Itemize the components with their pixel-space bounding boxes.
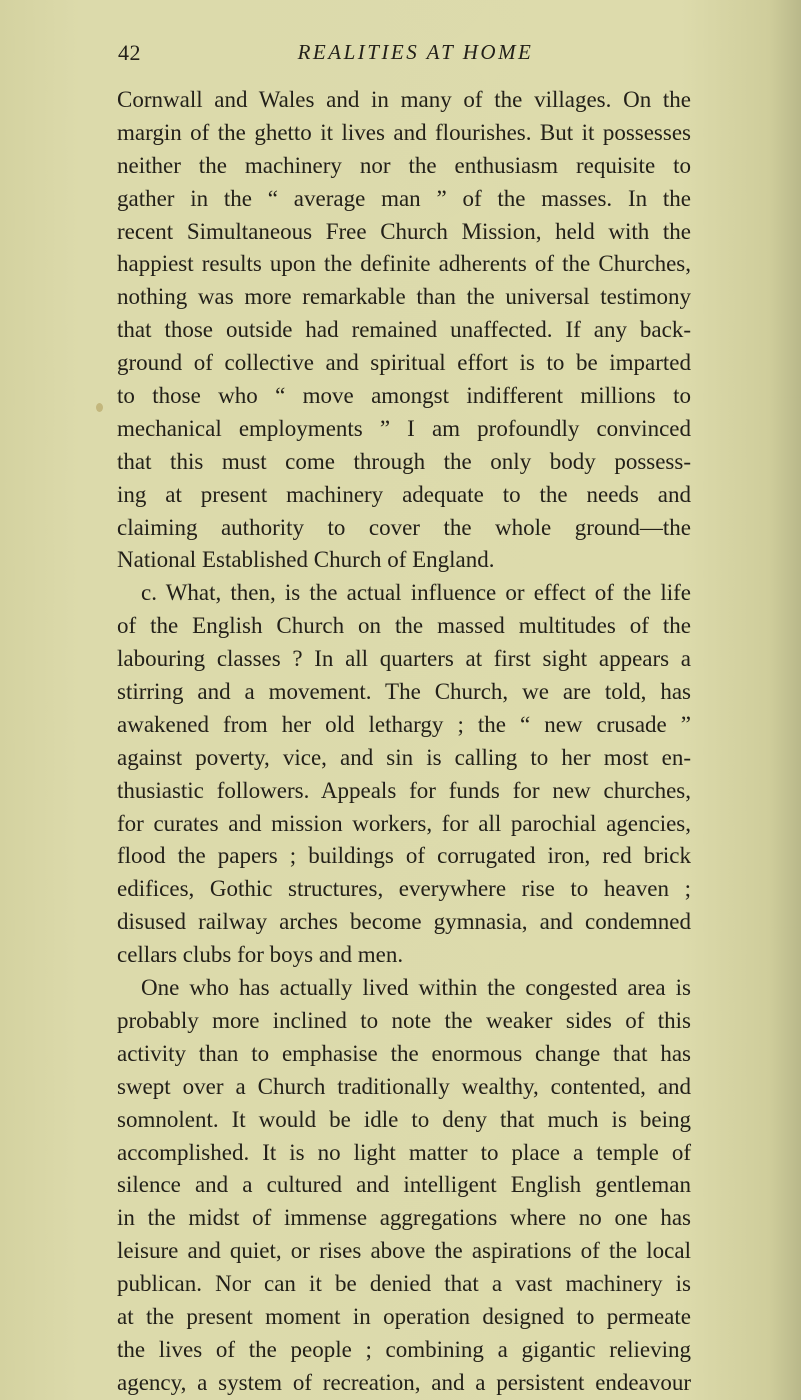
text-line: gather in the “ average man ” of the masses. In the — [117, 185, 691, 211]
text-line: probably more inclined to note the weaker sides of this — [117, 1007, 691, 1033]
text-line: ing at present machinery adequate to the needs and — [117, 481, 691, 507]
page-number: 42 — [118, 40, 141, 65]
text-line: National Established Church of England. — [117, 547, 495, 573]
text-line: One who has actually lived within the congested area is — [141, 975, 691, 1001]
text-line: thusiastic followers. Appeals for funds for new churches, — [117, 777, 691, 803]
text-line: neither the machinery nor the enthusiasm requisite to — [117, 152, 691, 178]
text-line: awakened from her old lethargy ; the “ new crusade ” — [117, 711, 691, 737]
text-line: edifices, Gothic structures, everywhere rise to heaven ; — [117, 876, 691, 902]
text-line: agency, a system of recreation, and a persistent endeavour — [117, 1369, 691, 1395]
text-line: leisure and quiet, or rises above the aspirations of the local — [117, 1238, 691, 1264]
text-line: mechanical employments ” I am profoundly convinced — [117, 415, 691, 441]
text-line: for curates and mission workers, for all parochial agencies, — [117, 810, 691, 836]
text-line: c. What, then, is the actual influence or effect of the life — [141, 580, 691, 606]
text-line: to those who “ move amongst indifferent millions to — [117, 383, 691, 409]
text-line: margin of the ghetto it lives and flourishes. But it possesses — [117, 119, 691, 145]
text-line: happiest results upon the definite adherents of the Churches, — [117, 251, 691, 277]
text-line: at the present moment in operation designed to permeate — [117, 1303, 691, 1329]
body-text — [117, 84, 691, 1400]
text-line: the lives of the people ; combining a gigantic relieving — [117, 1336, 691, 1362]
text-line: against poverty, vice, and sin is calling to her most en- — [117, 744, 691, 770]
text-line: silence and a cultured and intelligent English gentleman — [117, 1172, 691, 1198]
text-line: accomplished. It is no light matter to place a temple of — [117, 1139, 691, 1165]
text-line: claiming authority to cover the whole ground—the — [117, 514, 691, 540]
text-line: in the midst of immense aggregations where no one has — [117, 1205, 691, 1231]
running-title: REALITIES AT HOME — [297, 40, 534, 64]
text-line: swept over a Church traditionally wealthy, contented, and — [117, 1073, 691, 1099]
text-line: stirring and a movement. The Church, we are told, has — [117, 679, 691, 705]
text-line: flood the papers ; buildings of corrugated iron, red brick — [117, 843, 691, 869]
text-line: disused railway arches become gymnasia, and condemned — [117, 909, 691, 935]
page-header — [0, 36, 801, 68]
text-line: labouring classes ? In all quarters at first sight appears a — [117, 646, 691, 672]
text-line: somnolent. It would be idle to deny that much is being — [117, 1106, 691, 1132]
text-line: that this must come through the only body possess- — [117, 448, 691, 474]
text-line: activity than to emphasise the enormous change that has — [117, 1040, 691, 1066]
text-line: publican. Nor can it be denied that a vast machinery is — [117, 1271, 691, 1297]
text-line: Cornwall and Wales and in many of the villages. On the — [117, 87, 691, 112]
text-line: cellars clubs for boys and men. — [117, 942, 404, 968]
text-line: nothing was more remarkable than the universal testimony — [117, 284, 691, 310]
text-line: recent Simultaneous Free Church Mission, held with the — [117, 218, 691, 244]
paper-blemish — [96, 403, 103, 412]
text-line: that those outside had remained unaffected. If any back- — [117, 317, 691, 343]
text-line: of the English Church on the massed multitudes of the — [117, 613, 691, 639]
text-line: ground of collective and spiritual effort is to be imparted — [117, 350, 691, 376]
